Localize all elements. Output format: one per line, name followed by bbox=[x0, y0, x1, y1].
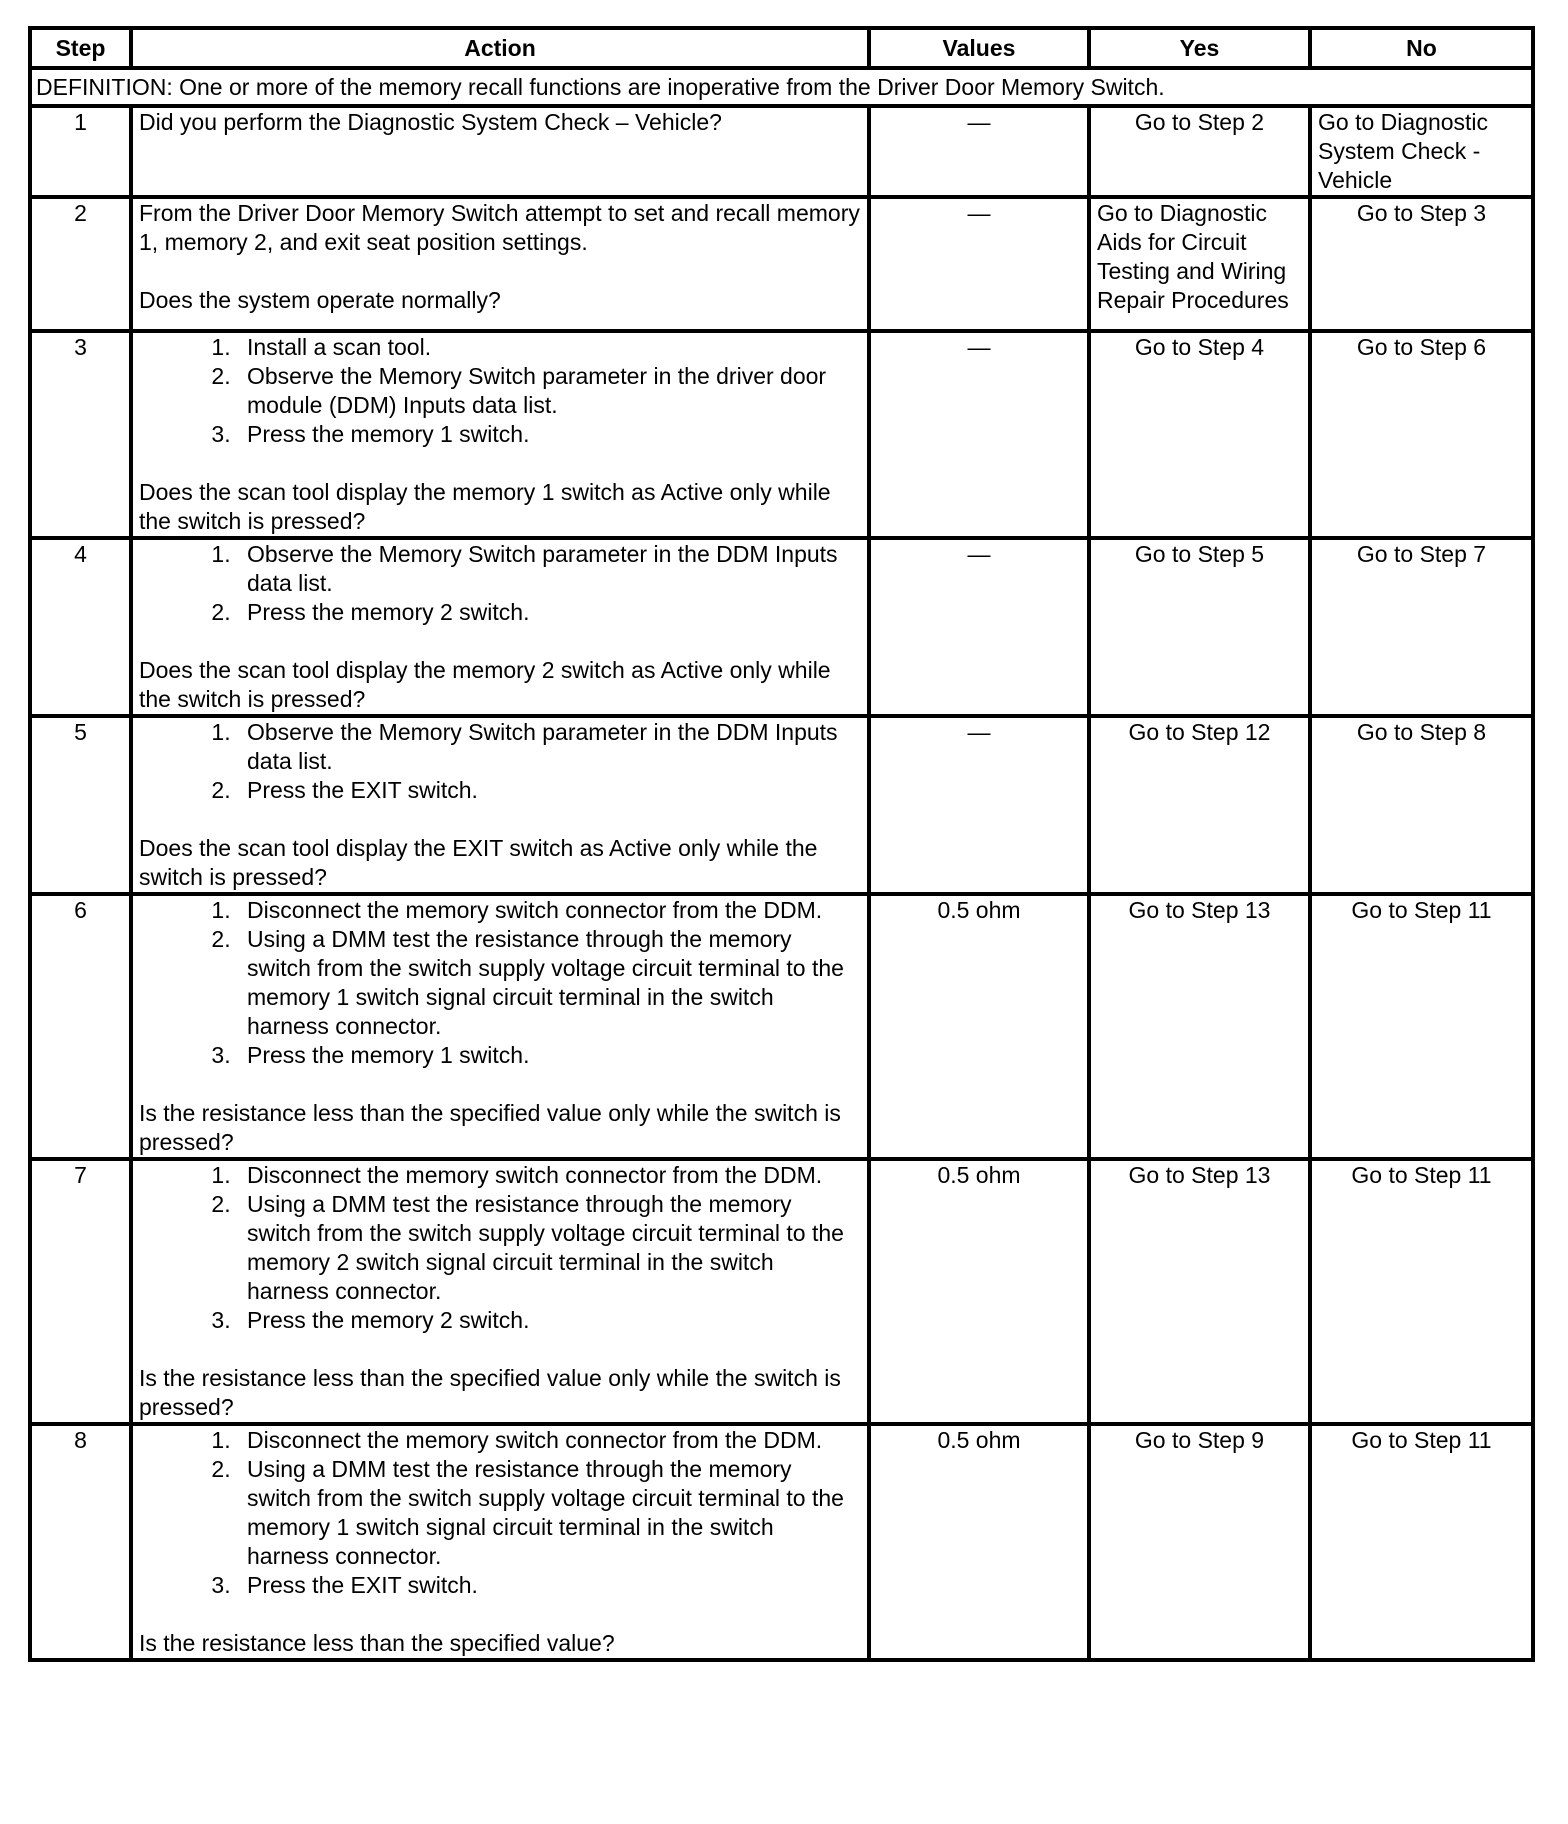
action-cell bbox=[131, 894, 869, 1159]
substep-item: 2. Using a DMM test the resistance through the memory switch from the switch supply voltage circuit terminal to the memory 2 switch signal circuit terminal in the switch harness connector. bbox=[237, 1190, 861, 1306]
step-number: 2 bbox=[30, 197, 131, 331]
step-number: 6 bbox=[30, 894, 131, 1159]
definition-text: DEFINITION: One or more of the memory recall functions are inoperative from the Driver Door Memory Switch. bbox=[30, 68, 1533, 106]
spacer bbox=[139, 1070, 861, 1099]
no-cell: Go to Step 11 bbox=[1310, 1424, 1533, 1660]
spacer bbox=[139, 1600, 861, 1629]
substep-item: 2. Press the memory 2 switch. bbox=[237, 598, 861, 627]
action-cell bbox=[131, 1424, 869, 1660]
table-row bbox=[30, 716, 1533, 894]
value-cell: — bbox=[869, 331, 1089, 538]
substep-list bbox=[139, 718, 861, 805]
substep-list bbox=[139, 1161, 861, 1335]
yes-cell: Go to Step 13 bbox=[1089, 894, 1310, 1159]
substep-list bbox=[139, 1426, 861, 1600]
no-cell: Go to Step 11 bbox=[1310, 1159, 1533, 1424]
action-question: Is the resistance less than the specified value only while the switch is pressed? bbox=[139, 1365, 841, 1420]
yes-cell: Go to Diagnostic Aids for Circuit Testing and Wiring Repair Procedures bbox=[1089, 197, 1310, 331]
substep-item: 2. Observe the Memory Switch parameter in the driver door module (DDM) Inputs data list. bbox=[237, 362, 861, 420]
spacer bbox=[139, 1335, 861, 1364]
table-row bbox=[30, 197, 1533, 331]
action-question: Is the resistance less than the specified value? bbox=[139, 1630, 615, 1656]
table-row bbox=[30, 1159, 1533, 1424]
substep-item: 1. Disconnect the memory switch connector from the DDM. bbox=[237, 896, 861, 925]
substep-item: 3. Press the memory 1 switch. bbox=[237, 1041, 861, 1070]
definition-row bbox=[30, 68, 1533, 106]
action-question: Does the scan tool display the memory 1 switch as Active only while the switch is pressed? bbox=[139, 479, 831, 534]
action-cell bbox=[131, 197, 869, 331]
action-question: Is the resistance less than the specified value only while the switch is pressed? bbox=[139, 1100, 841, 1155]
yes-cell: Go to Step 13 bbox=[1089, 1159, 1310, 1424]
no-cell: Go to Step 7 bbox=[1310, 538, 1533, 716]
value-cell: 0.5 ohm bbox=[869, 1424, 1089, 1660]
step-number: 5 bbox=[30, 716, 131, 894]
action-text: Did you perform the Diagnostic System Check – Vehicle? bbox=[139, 109, 722, 135]
no-cell: Go to Step 6 bbox=[1310, 331, 1533, 538]
value-cell: — bbox=[869, 106, 1089, 197]
diagnostic-table bbox=[28, 26, 1535, 1662]
action-cell bbox=[131, 538, 869, 716]
yes-cell: Go to Step 12 bbox=[1089, 716, 1310, 894]
table-row bbox=[30, 1424, 1533, 1660]
substep-item: 1. Observe the Memory Switch parameter in the DDM Inputs data list. bbox=[237, 540, 861, 598]
table-row bbox=[30, 894, 1533, 1159]
no-cell: Go to Step 11 bbox=[1310, 894, 1533, 1159]
substep-item: 1. Disconnect the memory switch connector from the DDM. bbox=[237, 1426, 861, 1455]
substep-item: 3. Press the memory 2 switch. bbox=[237, 1306, 861, 1335]
spacer bbox=[139, 627, 861, 656]
table-row bbox=[30, 331, 1533, 538]
yes-cell: Go to Step 5 bbox=[1089, 538, 1310, 716]
header-action: Action bbox=[131, 28, 869, 68]
spacer bbox=[139, 257, 861, 286]
action-text: From the Driver Door Memory Switch attempt to set and recall memory 1, memory 2, and exit seat position settings. bbox=[139, 200, 860, 255]
step-number: 4 bbox=[30, 538, 131, 716]
table-row bbox=[30, 106, 1533, 197]
value-cell: — bbox=[869, 716, 1089, 894]
yes-cell: Go to Step 2 bbox=[1089, 106, 1310, 197]
substep-item: 3. Press the memory 1 switch. bbox=[237, 420, 861, 449]
value-cell: 0.5 ohm bbox=[869, 894, 1089, 1159]
step-number: 3 bbox=[30, 331, 131, 538]
header-values: Values bbox=[869, 28, 1089, 68]
header-row bbox=[30, 28, 1533, 68]
no-cell: Go to Step 3 bbox=[1310, 197, 1533, 331]
table-row bbox=[30, 538, 1533, 716]
substep-item: 1. Observe the Memory Switch parameter in the DDM Inputs data list. bbox=[237, 718, 861, 776]
action-question: Does the scan tool display the memory 2 switch as Active only while the switch is pressed? bbox=[139, 657, 831, 712]
spacer bbox=[139, 805, 861, 834]
action-cell bbox=[131, 1159, 869, 1424]
substep-item: 3. Press the EXIT switch. bbox=[237, 1571, 861, 1600]
yes-cell: Go to Step 9 bbox=[1089, 1424, 1310, 1660]
step-number: 8 bbox=[30, 1424, 131, 1660]
action-cell bbox=[131, 106, 869, 197]
substep-item: 2. Using a DMM test the resistance through the memory switch from the switch supply voltage circuit terminal to the memory 1 switch signal circuit terminal in the switch harness connector. bbox=[237, 925, 861, 1041]
value-cell: — bbox=[869, 538, 1089, 716]
yes-cell: Go to Step 4 bbox=[1089, 331, 1310, 538]
substep-list bbox=[139, 540, 861, 627]
substep-item: 2. Using a DMM test the resistance through the memory switch from the switch supply voltage circuit terminal to the memory 1 switch signal circuit terminal in the switch harness connector. bbox=[237, 1455, 861, 1571]
header-yes: Yes bbox=[1089, 28, 1310, 68]
action-question: Does the scan tool display the EXIT switch as Active only while the switch is pressed? bbox=[139, 835, 818, 890]
no-cell: Go to Diagnostic System Check - Vehicle bbox=[1310, 106, 1533, 197]
value-cell: 0.5 ohm bbox=[869, 1159, 1089, 1424]
action-cell bbox=[131, 331, 869, 538]
no-cell: Go to Step 8 bbox=[1310, 716, 1533, 894]
spacer bbox=[139, 449, 861, 478]
substep-item: 1. Disconnect the memory switch connector from the DDM. bbox=[237, 1161, 861, 1190]
substep-item: 2. Press the EXIT switch. bbox=[237, 776, 861, 805]
substep-list bbox=[139, 333, 861, 449]
substep-item: 1. Install a scan tool. bbox=[237, 333, 861, 362]
step-number: 1 bbox=[30, 106, 131, 197]
step-number: 7 bbox=[30, 1159, 131, 1424]
value-cell: — bbox=[869, 197, 1089, 331]
header-step: Step bbox=[30, 28, 131, 68]
header-no: No bbox=[1310, 28, 1533, 68]
action-cell bbox=[131, 716, 869, 894]
substep-list bbox=[139, 896, 861, 1070]
action-question: Does the system operate normally? bbox=[139, 287, 501, 313]
